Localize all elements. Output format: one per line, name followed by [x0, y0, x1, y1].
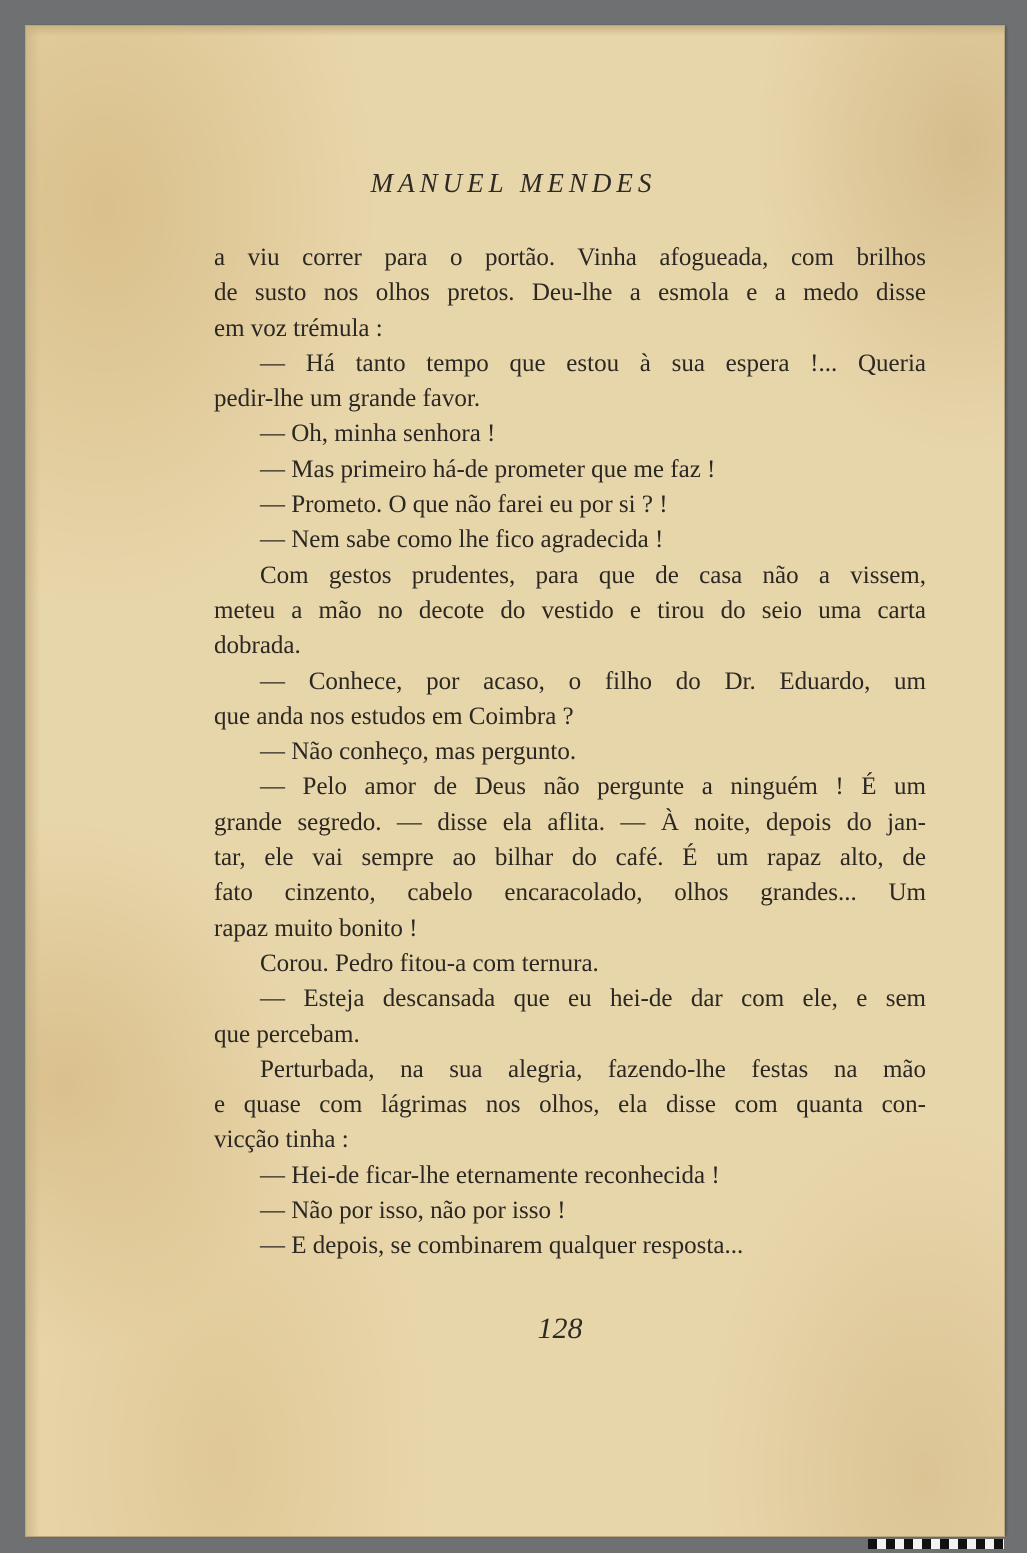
- text-line: — E depois, se combinarem qualquer resposta...: [260, 1232, 744, 1260]
- page-edge-left: [26, 26, 40, 1536]
- text-line: em voz trémula :: [214, 314, 383, 342]
- body-text: [214, 240, 926, 1264]
- text-line: grande segredo. — disse ela aflita. — À noite, depois do jan-: [214, 808, 926, 836]
- text-line: — Há tanto tempo que estou à sua espera !... Queria: [260, 349, 926, 377]
- text-line: e quase com lágrimas nos olhos, ela disse com quanta con-: [214, 1091, 926, 1119]
- text-line: — Prometo. O que não farei eu por si ? !: [260, 491, 668, 519]
- text-line: — Oh, minha senhora !: [260, 420, 496, 448]
- text-line: — Esteja descansada que eu hei-de dar com ele, e sem: [260, 985, 926, 1013]
- text-line: fato cinzento, cabelo encaracolado, olhos grandes... Um: [214, 879, 926, 907]
- text-line: pedir-lhe um grande favor.: [214, 385, 481, 413]
- text-line: dobrada.: [214, 632, 301, 660]
- text-line: — Hei-de ficar-lhe eternamente reconhecida !: [260, 1161, 720, 1189]
- text-line: que percebam.: [214, 1020, 360, 1048]
- page-number: 128: [537, 1312, 583, 1345]
- text-line: meteu a mão no decote do vestido e tirou do seio uma carta: [214, 596, 926, 624]
- text-line: Corou. Pedro fitou-a com ternura.: [260, 949, 599, 977]
- text-line: — Não conheço, mas pergunto.: [260, 738, 577, 766]
- text-line: Perturbada, na sua alegria, fazendo-lhe festas na mão: [260, 1055, 926, 1083]
- text-line: Com gestos prudentes, para que de casa não a vissem,: [260, 561, 926, 589]
- text-line: — Conhece, por acaso, o filho do Dr. Eduardo, um: [260, 667, 926, 695]
- text-line: de susto nos olhos pretos. Deu-lhe a esmola e a medo disse: [214, 279, 926, 307]
- text-line: — Pelo amor de Deus não pergunte a ninguém ! É um: [260, 773, 926, 801]
- text-line: vicção tinha :: [214, 1126, 349, 1154]
- text-line: que anda nos estudos em Coimbra ?: [214, 702, 574, 730]
- text-line: a viu correr para o portão. Vinha afogueada, com brilhos: [214, 244, 926, 271]
- running-head: MANUEL MENDES: [370, 168, 657, 198]
- text-line: rapaz muito bonito !: [214, 914, 418, 942]
- text-line: — Mas primeiro há-de prometer que me faz !: [260, 455, 716, 483]
- page-edge-top: [26, 26, 1004, 36]
- text-line: tar, ele vai sempre ao bilhar do café. É um rapaz alto, de: [214, 844, 926, 872]
- color-scale-bar: [868, 1539, 1004, 1549]
- text-line: — Nem sabe como lhe fico agradecida !: [260, 526, 664, 554]
- text-line: — Não por isso, não por isso !: [260, 1197, 566, 1225]
